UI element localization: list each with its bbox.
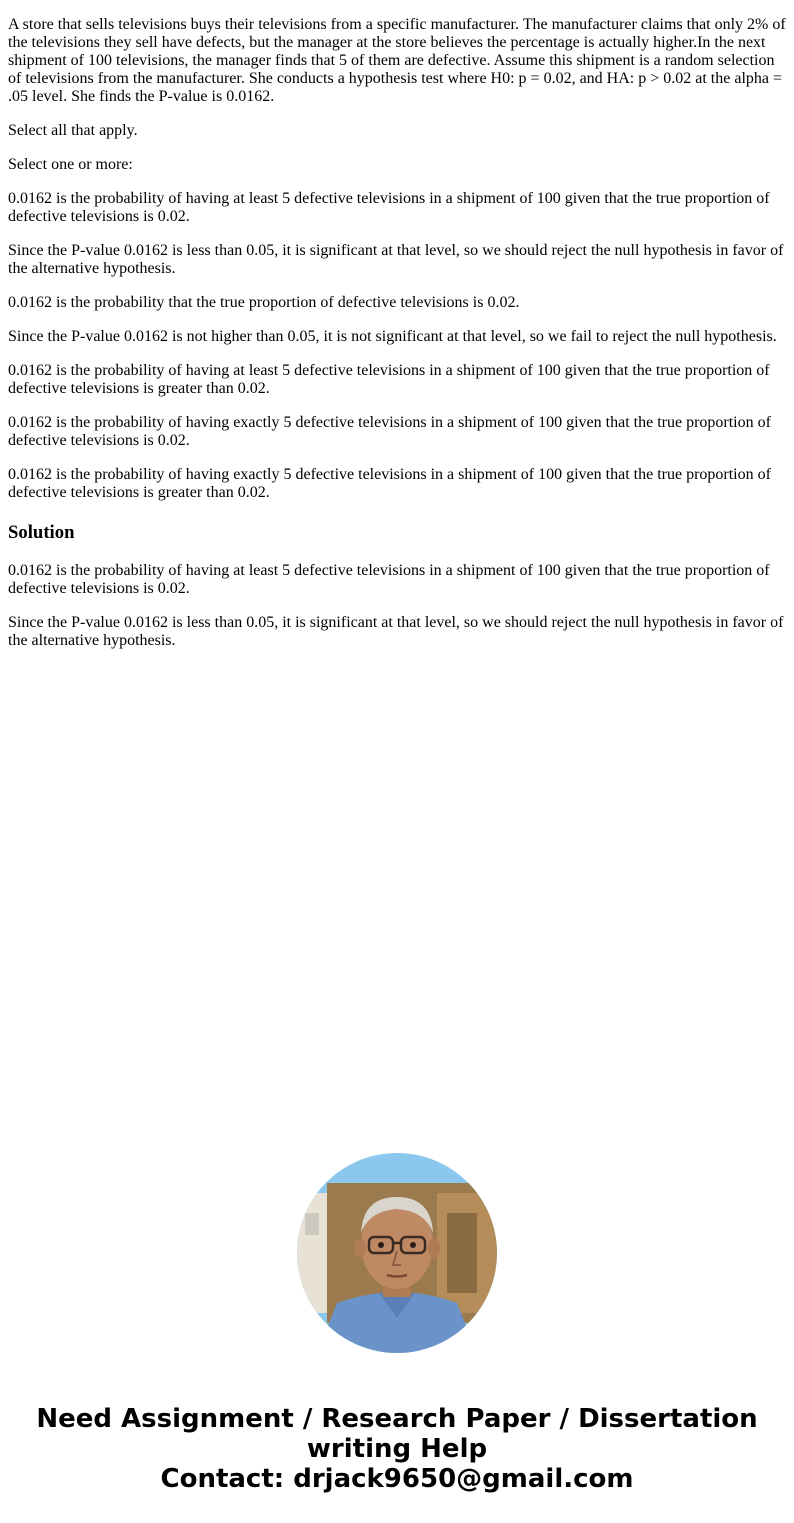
instruction-text: Select all that apply.	[8, 122, 138, 139]
promo-contact-line: Contact: drjack9650@gmail.com	[160, 1464, 634, 1494]
solution-heading: Solution	[8, 522, 75, 543]
question-text: A store that sells televisions buys their televisions from a specific manufacturer. The manufacturer claims that only 2% of the televisions they sell have defects, but the manager at the store believes the percentage is actually higher.In the next shipment of 100 televisions, the manager finds that 5 of them are defective. Assume this shipment is a random selection of televisions from the manufacturer. She conducts a hypothesis test where H0: p = 0.02, and HA: p > 0.02 at the alpha = .05 level. She finds the P-value is 0.0162.	[8, 16, 786, 105]
option-1: 0.0162 is the probability of having at least 5 defective televisions in a shipment of 100 given that the true proportion of defective televisions is 0.02.	[8, 190, 770, 225]
select-prompt: Select one or more:	[8, 156, 133, 173]
option-3: 0.0162 is the probability that the true proportion of defective televisions is 0.02.	[8, 294, 520, 311]
option-4: Since the P-value 0.0162 is not higher than 0.05, it is not significant at that level, so we fail to reject the null hypothesis.	[8, 328, 777, 345]
option-2: Since the P-value 0.0162 is less than 0.05, it is significant at that level, so we should reject the null hypothesis in favor of the alternative hypothesis.	[8, 242, 784, 277]
option-5: 0.0162 is the probability of having at least 5 defective televisions in a shipment of 100 given that the true proportion of defective televisions is greater than 0.02.	[8, 362, 770, 397]
author-avatar	[297, 1153, 497, 1353]
promo-line-1: Need Assignment / Research Paper / Dissertation	[36, 1404, 758, 1434]
promo-banner	[0, 1404, 794, 1494]
document-body	[8, 0, 788, 666]
option-7: 0.0162 is the probability of having exactly 5 defective televisions in a shipment of 100 given that the true proportion of defective televisions is greater than 0.02.	[8, 466, 771, 501]
option-6: 0.0162 is the probability of having exactly 5 defective televisions in a shipment of 100 given that the true proportion of defective televisions is 0.02.	[8, 414, 771, 449]
promo-line-2: writing Help	[306, 1434, 488, 1464]
author-portrait-image	[297, 1153, 497, 1353]
solution-answer-1: 0.0162 is the probability of having at least 5 defective televisions in a shipment of 100 given that the true proportion of defective televisions is 0.02.	[8, 562, 770, 597]
solution-answer-2: Since the P-value 0.0162 is less than 0.05, it is significant at that level, so we should reject the null hypothesis in favor of the alternative hypothesis.	[8, 614, 784, 649]
